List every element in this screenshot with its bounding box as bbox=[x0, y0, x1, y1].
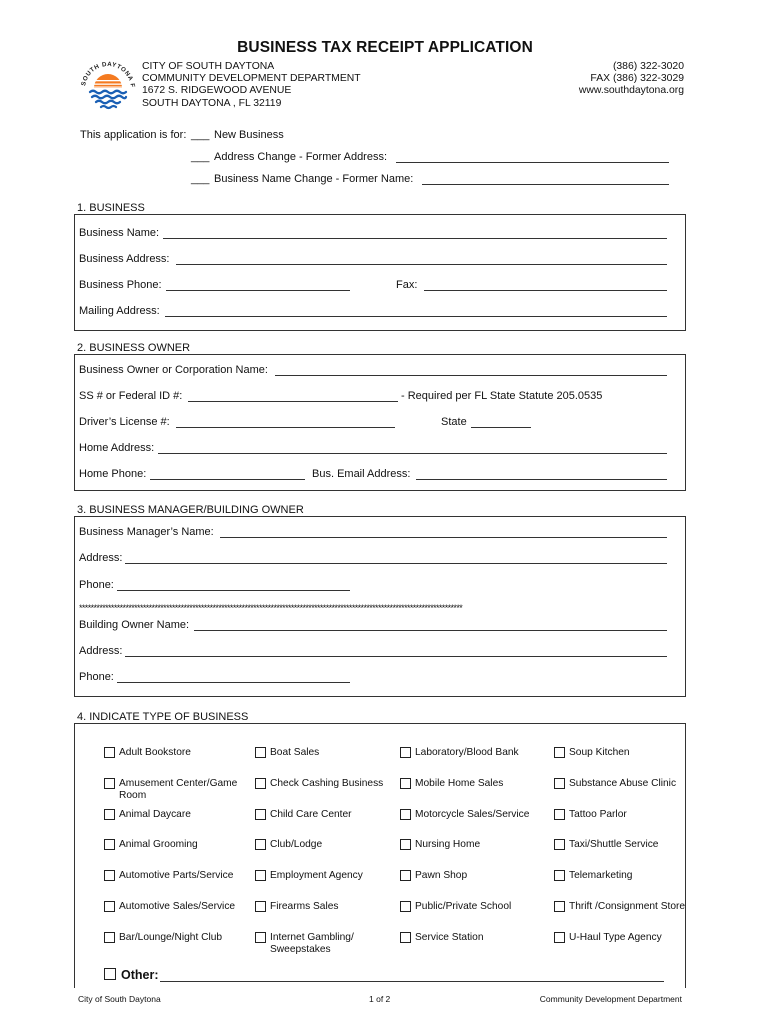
business-type-label: Bar/Lounge/Night Club bbox=[119, 932, 223, 943]
fax-number: FAX (386) 322-3029 bbox=[590, 73, 684, 85]
business-type-checkbox[interactable] bbox=[104, 870, 115, 881]
owner-name-field[interactable] bbox=[275, 375, 667, 376]
manager-address-label: Address: bbox=[79, 552, 123, 564]
business-type-label: Check Cashing Business bbox=[270, 778, 384, 789]
business-type-checkbox[interactable] bbox=[400, 809, 411, 820]
business-type-checkbox[interactable] bbox=[104, 901, 115, 912]
business-type-label: Automotive Parts/Service bbox=[119, 870, 234, 881]
business-type-checkbox[interactable] bbox=[554, 932, 565, 943]
home-address-label: Home Address: bbox=[79, 442, 155, 454]
business-type-label: Pawn Shop bbox=[415, 870, 468, 881]
business-type-checkbox[interactable] bbox=[104, 839, 115, 850]
city-seal-logo bbox=[76, 56, 140, 120]
address-line: SOUTH DAYTONA , FL 32119 bbox=[142, 97, 282, 109]
business-type-label: Tattoo Parlor bbox=[569, 809, 627, 820]
mailing-address-label: Mailing Address: bbox=[79, 305, 160, 317]
ssn-field[interactable] bbox=[188, 401, 398, 402]
business-type-checkbox[interactable] bbox=[400, 747, 411, 758]
business-phone-field[interactable] bbox=[166, 290, 350, 291]
business-type-checkbox[interactable] bbox=[104, 778, 115, 789]
manager-phone-field[interactable] bbox=[117, 590, 350, 591]
building-phone-field[interactable] bbox=[117, 682, 350, 683]
header-address-block bbox=[142, 61, 361, 110]
phone-number: (386) 322-3020 bbox=[612, 61, 684, 72]
building-address-field[interactable] bbox=[125, 656, 667, 657]
business-address-field[interactable] bbox=[176, 264, 667, 265]
business-type-checkbox[interactable] bbox=[255, 932, 266, 943]
business-name-field[interactable] bbox=[163, 238, 667, 239]
business-type-label: Telemarketing bbox=[569, 870, 633, 881]
other-label: Other: bbox=[121, 968, 159, 982]
business-type-label: Motorcycle Sales/Service bbox=[415, 809, 530, 820]
state-label: State bbox=[441, 416, 467, 428]
business-type-label: Firearms Sales bbox=[270, 901, 339, 912]
mailing-address-field[interactable] bbox=[165, 316, 667, 317]
home-phone-field[interactable] bbox=[150, 479, 305, 480]
business-name-label: Business Name: bbox=[79, 227, 160, 239]
business-type-checkbox[interactable] bbox=[104, 809, 115, 820]
business-type-label: Internet Gambling/ Sweepstakes bbox=[270, 932, 354, 955]
email-label: Bus. Email Address: bbox=[312, 468, 411, 480]
business-type-checkbox[interactable] bbox=[554, 809, 565, 820]
manager-phone-label: Phone: bbox=[79, 579, 114, 591]
email-field[interactable] bbox=[416, 479, 667, 480]
business-type-label: Boat Sales bbox=[270, 747, 320, 758]
former-address-field[interactable] bbox=[396, 162, 669, 163]
home-phone-label: Home Phone: bbox=[79, 468, 147, 480]
manager-name-label: Business Manager’s Name: bbox=[79, 526, 214, 538]
other-field[interactable] bbox=[160, 981, 664, 982]
business-type-label: Child Care Center bbox=[270, 809, 352, 820]
section-separator: ************************************************************************************************************************************ bbox=[79, 603, 463, 613]
business-type-checkbox[interactable] bbox=[255, 809, 266, 820]
business-type-checkbox[interactable] bbox=[255, 778, 266, 789]
business-type-checkbox[interactable] bbox=[400, 932, 411, 943]
address-line: CITY OF SOUTH DAYTONA bbox=[142, 61, 275, 72]
application-for-label: This application is for: bbox=[80, 129, 187, 141]
fax-field[interactable] bbox=[424, 290, 667, 291]
state-field[interactable] bbox=[471, 427, 531, 428]
address-line: 1672 S. RIDGEWOOD AVENUE bbox=[142, 85, 292, 97]
business-type-label: Amusement Center/Game Room bbox=[119, 778, 238, 801]
section-1-box bbox=[74, 214, 686, 331]
manager-address-field[interactable] bbox=[125, 563, 667, 564]
business-type-checkbox[interactable] bbox=[554, 778, 565, 789]
name-change-option: Business Name Change - Former Name: bbox=[214, 173, 414, 185]
business-type-label: Thrift /Consignment Store bbox=[569, 901, 686, 912]
business-type-label: Adult Bookstore bbox=[119, 747, 191, 758]
other-checkbox[interactable] bbox=[104, 968, 116, 980]
footer-page-number: 1 of 2 bbox=[369, 994, 391, 1004]
business-type-label: Employment Agency bbox=[270, 870, 363, 881]
business-type-checkbox[interactable] bbox=[400, 870, 411, 881]
business-type-label: Soup Kitchen bbox=[569, 747, 630, 758]
address-change-option: Address Change - Former Address: bbox=[214, 151, 388, 163]
business-type-checkbox[interactable] bbox=[104, 932, 115, 943]
business-type-checkbox[interactable] bbox=[255, 839, 266, 850]
business-type-label: Nursing Home bbox=[415, 839, 481, 850]
business-type-label: U-Haul Type Agency bbox=[569, 932, 662, 943]
business-type-label: Animal Daycare bbox=[119, 809, 191, 820]
business-type-label: Animal Grooming bbox=[119, 839, 198, 850]
former-name-field[interactable] bbox=[422, 184, 669, 185]
fax-label: Fax: bbox=[396, 279, 418, 291]
section-1-heading: 1. BUSINESS bbox=[77, 202, 145, 214]
building-address-label: Address: bbox=[79, 645, 123, 657]
business-type-checkbox[interactable] bbox=[554, 870, 565, 881]
svg-text:SOUTH DAYTONA FLORIDA: SOUTH DAYTONA F bbox=[80, 60, 137, 89]
home-address-field[interactable] bbox=[158, 453, 667, 454]
address-line: COMMUNITY DEVELOPMENT DEPARTMENT bbox=[142, 73, 361, 85]
business-type-label: Laboratory/Blood Bank bbox=[415, 747, 519, 758]
new-business-option: New Business bbox=[214, 129, 284, 141]
section-2-heading: 2. BUSINESS OWNER bbox=[77, 342, 191, 354]
footer-department: Community Development Department bbox=[539, 994, 682, 1004]
page-title: BUSINESS TAX RECEIPT APPLICATION bbox=[237, 39, 533, 56]
address-change-blank[interactable]: ___ bbox=[191, 151, 210, 163]
business-type-checkbox[interactable] bbox=[554, 839, 565, 850]
header-contact-block bbox=[579, 61, 684, 98]
business-type-checkbox[interactable] bbox=[554, 901, 565, 912]
ssn-required-note: - Required per FL State Statute 205.0535 bbox=[401, 390, 603, 402]
business-phone-label: Business Phone: bbox=[79, 279, 162, 291]
business-type-label: Service Station bbox=[415, 932, 484, 943]
building-phone-label: Phone: bbox=[79, 671, 114, 683]
business-type-checkbox[interactable] bbox=[554, 747, 565, 758]
business-type-checkbox[interactable] bbox=[255, 747, 266, 758]
business-type-checkbox[interactable] bbox=[400, 778, 411, 789]
section-3-heading: 3. BUSINESS MANAGER/BUILDING OWNER bbox=[77, 504, 304, 516]
building-owner-field[interactable] bbox=[194, 630, 667, 631]
website-link[interactable]: www.southdaytona.org bbox=[578, 85, 684, 97]
ssn-label: SS # or Federal ID #: bbox=[79, 390, 183, 402]
business-type-checkbox[interactable] bbox=[255, 870, 266, 881]
business-type-checkbox[interactable] bbox=[255, 901, 266, 912]
footer-city: City of South Daytona bbox=[78, 994, 161, 1004]
section-4-heading: 4. INDICATE TYPE OF BUSINESS bbox=[77, 711, 249, 723]
business-type-label: Mobile Home Sales bbox=[415, 778, 504, 789]
owner-name-label: Business Owner or Corporation Name: bbox=[79, 364, 268, 376]
business-type-checkbox[interactable] bbox=[104, 747, 115, 758]
business-type-label: Substance Abuse Clinic bbox=[569, 778, 677, 789]
business-type-label: Automotive Sales/Service bbox=[119, 901, 236, 912]
drivers-license-field[interactable] bbox=[176, 427, 395, 428]
building-owner-label: Building Owner Name: bbox=[79, 619, 190, 631]
name-change-blank[interactable]: ___ bbox=[191, 173, 210, 185]
business-address-label: Business Address: bbox=[79, 253, 170, 265]
business-type-label: Public/Private School bbox=[415, 901, 512, 912]
business-type-label: Taxi/Shuttle Service bbox=[569, 839, 659, 850]
business-type-checkbox[interactable] bbox=[400, 901, 411, 912]
business-type-checkbox[interactable] bbox=[400, 839, 411, 850]
manager-name-field[interactable] bbox=[220, 537, 667, 538]
new-business-blank[interactable]: ___ bbox=[191, 129, 210, 141]
drivers-license-label: Driver’s License #: bbox=[79, 416, 170, 428]
business-type-label: Club/Lodge bbox=[270, 839, 323, 850]
